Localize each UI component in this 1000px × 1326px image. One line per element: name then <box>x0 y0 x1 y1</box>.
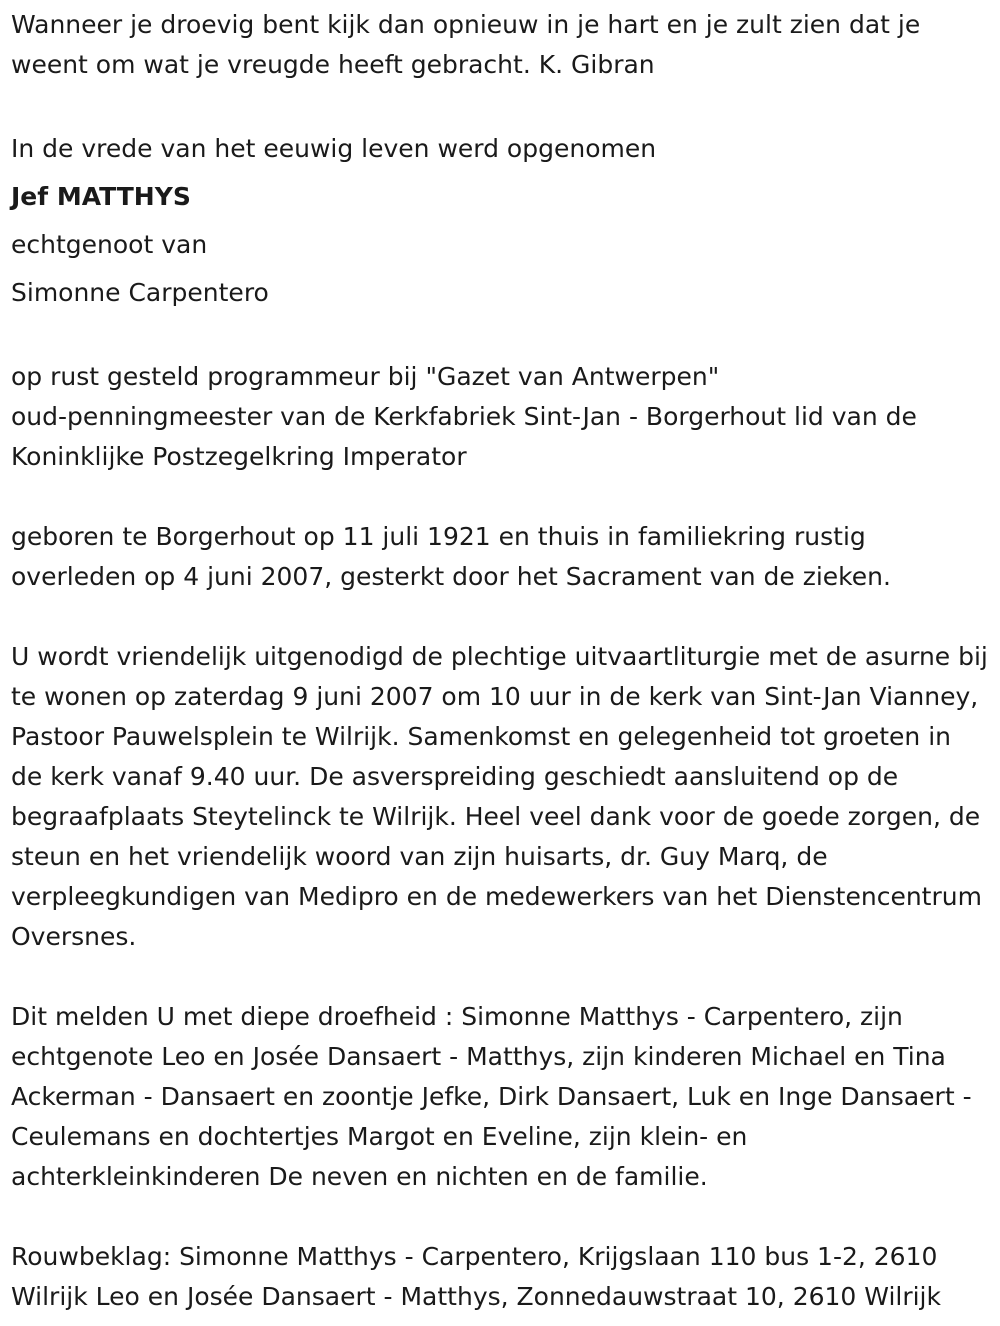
spacer <box>11 317 988 357</box>
spacer <box>11 85 988 125</box>
spacer <box>11 957 988 997</box>
career-block <box>11 357 988 477</box>
condolence-address: Rouwbeklag: Simonne Matthys - Carpentero, Krijgslaan 110 bus 1-2, 2610 Wilrijk Leo en Josée Dansaert - Matthys, Zonnedauwstraat 10, 2610 Wilrijk <box>11 1242 941 1311</box>
spacer <box>11 477 988 517</box>
career-line-2: oud-penningmeester van de Kerkfabriek Sint-Jan - Borgerhout lid van de Koninklijke Postzegelkring Imperator <box>11 402 917 471</box>
quote-paragraph: Wanneer je droevig bent kijk dan opnieuw in je hart en je zult zien dat je weent om wat je vreugde heeft gebracht. K. Gibran <box>11 10 921 79</box>
birth-death-paragraph: geboren te Borgerhout op 11 juli 1921 en thuis in familiekring rustig overleden op 4 juni 2007, gesterkt door het Sacrament van de zieken. <box>11 522 891 591</box>
intro-line: In de vrede van het eeuwig leven werd opgenomen <box>11 134 657 163</box>
spacer <box>11 1197 988 1237</box>
family-paragraph: Dit melden U met diepe droefheid : Simonne Matthys - Carpentero, zijn echtgenote Leo en Josée Dansaert - Matthys, zijn kinderen Michael en Tina Ackerman - Dansaert en zoontje Jefke, Dirk Dansaert, Luk en Inge Dansaert - Ceulemans en dochtertjes Margot en Eveline, zijn klein- en achterkleinkinderen De neven en nichten en de familie. <box>11 1002 972 1191</box>
announcement-block <box>11 125 988 317</box>
spacer <box>11 597 988 637</box>
deceased-name: Jef MATTHYS <box>11 182 191 211</box>
invitation-paragraph: U wordt vriendelijk uitgenodigd de plechtige uitvaartliturgie met de asurne bij te wonen op zaterdag 9 juni 2007 om 10 uur in de kerk van Sint-Jan Vianney, Pastoor Pauwelsplein te Wilrijk. Samenkomst en gelegenheid tot groeten in de kerk vanaf 9.40 uur. De asverspreiding geschiedt aansluitend op de begraafplaats Steytelinck te Wilrijk. Heel veel dank voor de goede zorgen, de steun en het vriendelijk woord van zijn huisarts, dr. Guy Marq, de verpleegkundigen van Medipro en de medewerkers van het Dienstencentrum Oversnes. <box>11 642 988 951</box>
spouse-name: Simonne Carpentero <box>11 278 269 307</box>
career-line-1: op rust gesteld programmeur bij "Gazet van Antwerpen" <box>11 362 720 391</box>
spouse-label: echtgenoot van <box>11 230 208 259</box>
